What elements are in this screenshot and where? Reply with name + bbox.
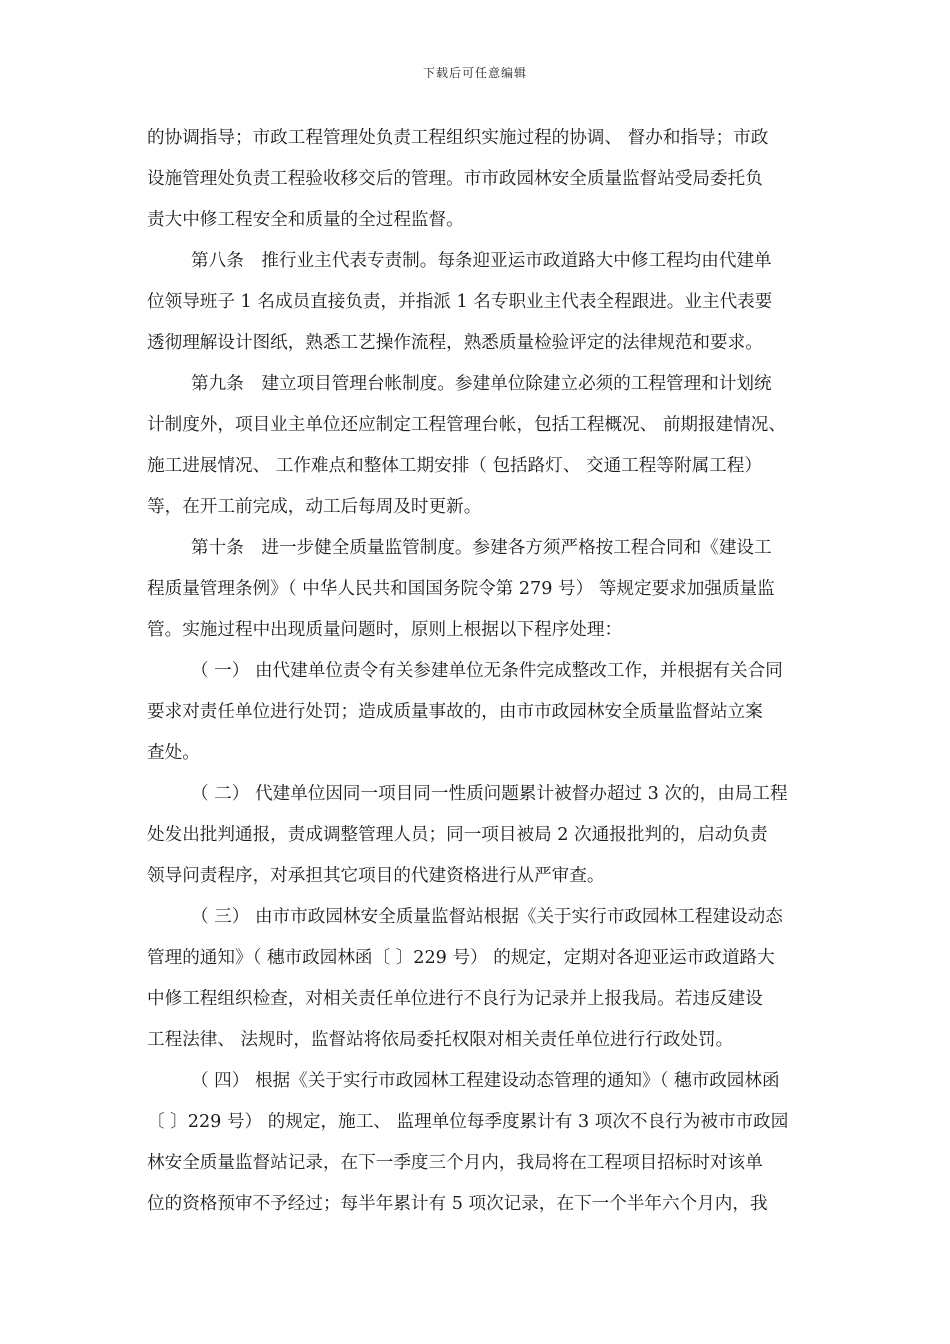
text-line: 〔 〕229 号） 的规定，施工、 监理单位每季度累计有 3 项次不良行为被市市政园 <box>147 1112 789 1132</box>
article-10-start: 第十条 进一步健全质量监管制度。参建各方须严格按工程合同和《建设工 <box>191 538 772 558</box>
article-8-start: 第八条 推行业主代表专责制。每条迎亚运市政道路大中修工程均由代建单 <box>191 251 772 271</box>
text-line: 计制度外，项目业主单位还应制定工程管理台帐，包括工程概况、 前期报建情况、 <box>147 415 786 435</box>
text-line: 林安全质量监督站记录，在下一季度三个月内，我局将在工程项目招标时对该单 <box>147 1153 763 1173</box>
item-2-start: （ 二） 代建单位因同一项目同一性质问题累计被督办超过 3 次的，由局工程 <box>191 784 788 804</box>
text-line: 等，在开工前完成，动工后每周及时更新。 <box>147 497 482 517</box>
text-line: 施工进展情况、 工作难点和整体工期安排（ 包括路灯、 交通工程等附属工程） <box>147 456 762 476</box>
text-line: 设施管理处负责工程验收移交后的管理。市市政园林安全质量监督站受局委托负 <box>147 169 763 189</box>
text-line: 管。实施过程中出现质量问题时，原则上根据以下程序处理： <box>147 620 623 640</box>
item-1-start: （ 一） 由代建单位责令有关参建单位无条件完成整改工作，并根据有关合同 <box>191 661 783 681</box>
text-line: 要求对责任单位进行处罚；造成质量事故的，由市市政园林安全质量监督站立案 <box>147 702 763 722</box>
text-line: 处发出批判通报，责成调整管理人员；同一项目被局 2 次通报批判的，启动负责 <box>147 825 768 845</box>
text-line: 责大中修工程安全和质量的全过程监督。 <box>147 210 464 230</box>
text-line: 管理的通知》（ 穗市政园林函〔 〕229 号） 的规定，定期对各迎亚运市政道路大 <box>147 948 775 968</box>
text-line: 工程法律、 法规时，监督站将依局委托权限对相关责任单位进行行政处罚。 <box>147 1030 734 1050</box>
text-line: 中修工程组织检查，对相关责任单位进行不良行为记录并上报我局。若违反建设 <box>147 989 763 1009</box>
text-line: 位的资格预审不予经过；每半年累计有 5 项次记录，在下一个半年六个月内，我 <box>147 1194 768 1214</box>
text-line: 位领导班子 1 名成员直接负责，并指派 1 名专职业主代表全程跟进。业主代表要 <box>147 292 773 312</box>
item-4-start: （ 四） 根据《关于实行市政园林工程建设动态管理的通知》（ 穗市政园林函 <box>191 1071 780 1091</box>
article-9-start: 第九条 建立项目管理台帐制度。参建单位除建立必须的工程管理和计划统 <box>191 374 772 394</box>
text-line: 透彻理解设计图纸，熟悉工艺操作流程，熟悉质量检验评定的法律规范和要求。 <box>147 333 763 353</box>
text-line: 的协调指导；市政工程管理处负责工程组织实施过程的协调、 督办和指导；市政 <box>147 128 769 148</box>
page-header: 下载后可任意编辑 <box>422 66 527 80</box>
text-line: 查处。 <box>147 743 200 763</box>
text-line: 领导问责程序，对承担其它项目的代建资格进行从严审查。 <box>147 866 605 886</box>
item-3-start: （ 三） 由市市政园林安全质量监督站根据《关于实行市政园林工程建设动态 <box>191 907 783 927</box>
body-text <box>147 118 837 1225</box>
text-line: 程质量管理条例》（ 中华人民共和国国务院令第 279 号） 等规定要求加强质量监 <box>147 579 775 599</box>
